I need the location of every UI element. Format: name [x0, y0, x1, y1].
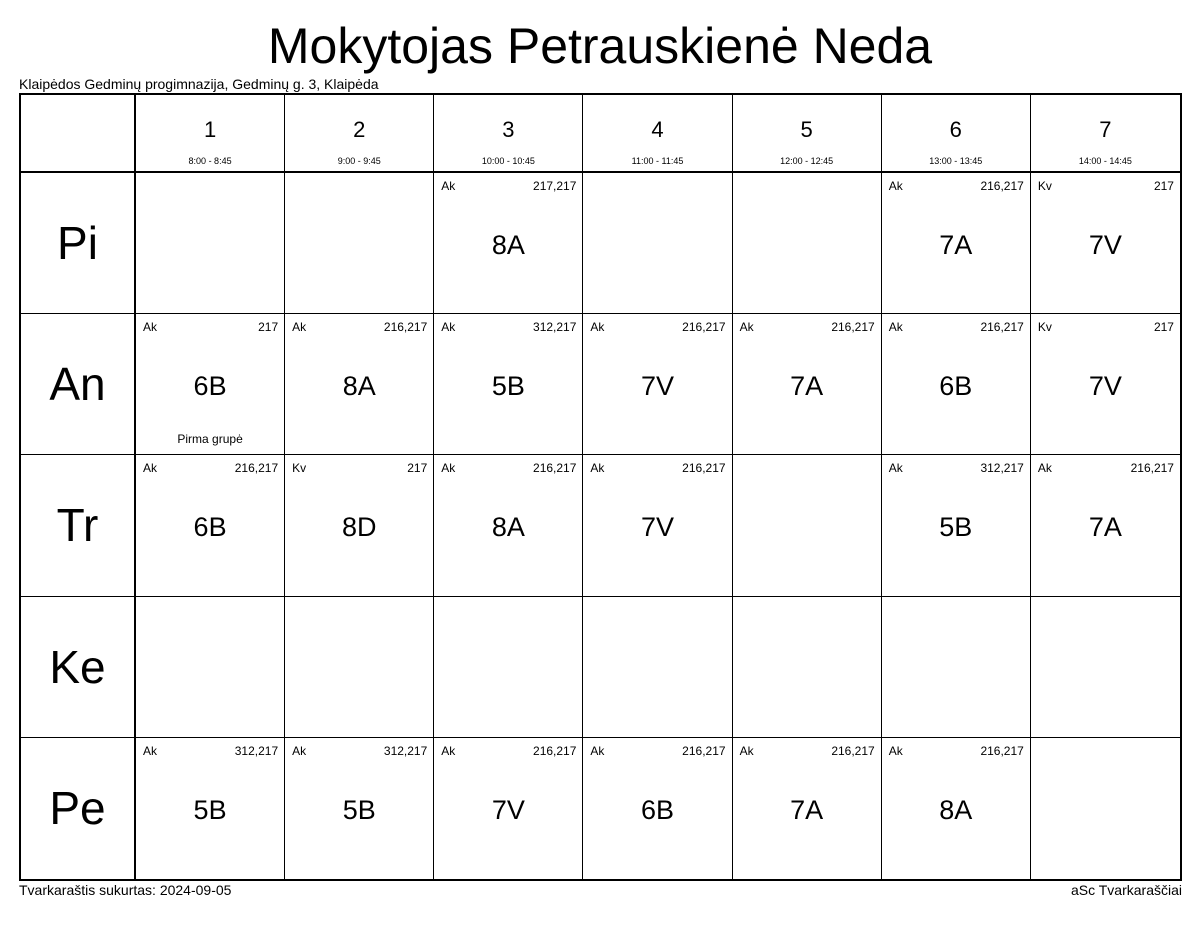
- lesson-class: 7A: [790, 794, 824, 825]
- period-number: 6: [949, 117, 962, 142]
- empty-cell: [434, 597, 583, 738]
- period-number: 4: [651, 117, 664, 142]
- lesson-cell: [285, 455, 434, 596]
- lesson-subject: Ak: [888, 179, 903, 193]
- lesson-subject: Ak: [143, 461, 158, 476]
- day-name: Pe: [49, 782, 106, 835]
- period-time: 9:00 - 9:45: [337, 156, 381, 166]
- lesson-cell: [434, 314, 583, 455]
- lesson-subject: Ak: [590, 743, 605, 758]
- lesson-class: 7A: [1088, 512, 1122, 543]
- lesson-room: 216,217: [831, 320, 875, 335]
- lesson-class: 7A: [790, 371, 824, 402]
- period-time: 13:00 - 13:45: [929, 156, 983, 166]
- lesson-room: 217: [1153, 320, 1174, 335]
- school-address: Klaipėdos Gedminų progimnazija, Gedminų g. 3, Klaipėda: [19, 76, 379, 92]
- lesson-room: 312,217: [533, 320, 577, 335]
- lesson-cell: [434, 455, 583, 596]
- lesson-class: 7V: [640, 512, 674, 543]
- lesson-class: 6B: [640, 794, 674, 825]
- lesson-subject: Ak: [441, 461, 456, 476]
- lesson-class: 5B: [193, 794, 227, 825]
- lesson-room: 216,217: [980, 179, 1024, 193]
- lesson-cell: [136, 738, 285, 879]
- lesson-room: 216,217: [980, 320, 1024, 335]
- period-number: 2: [353, 117, 366, 142]
- lesson-cell: [285, 314, 434, 455]
- lesson-cell: [434, 738, 583, 879]
- period-time: 11:00 - 11:45: [631, 156, 684, 166]
- day-header: [21, 173, 136, 314]
- lesson-room: 217: [258, 320, 279, 335]
- lesson-subject: Ak: [888, 461, 903, 476]
- lesson-subject: Ak: [888, 743, 903, 758]
- period-time: 10:00 - 10:45: [481, 156, 535, 166]
- lesson-class: 8A: [491, 512, 525, 543]
- lesson-room: 312,217: [234, 743, 279, 758]
- lesson-class: 6B: [193, 512, 227, 543]
- lesson-class: 7V: [1088, 371, 1122, 402]
- lesson-room: 217: [1153, 179, 1174, 193]
- lesson-cell: [434, 173, 583, 314]
- period-time: 12:00 - 12:45: [780, 156, 834, 166]
- empty-cell: [285, 173, 434, 314]
- lesson-subject: Ak: [739, 320, 754, 335]
- lesson-room: 216,217: [1130, 461, 1174, 476]
- lesson-cell: [583, 738, 732, 879]
- lesson-room: 216,217: [533, 461, 577, 476]
- empty-cell: [1031, 597, 1180, 738]
- lesson-subject: Kv: [292, 461, 307, 476]
- empty-cell: [882, 597, 1031, 738]
- day-header: [21, 597, 136, 738]
- lesson-subject: Ak: [1037, 461, 1052, 476]
- empty-cell: [583, 597, 732, 738]
- lesson-room: 216,217: [533, 743, 577, 758]
- lesson-room: 312,217: [980, 461, 1024, 476]
- lesson-class: 7V: [1088, 230, 1122, 260]
- lesson-class: 6B: [939, 371, 973, 402]
- lesson-subject: Kv: [1037, 179, 1052, 193]
- corner-cell: [21, 95, 136, 173]
- lesson-room: 217,217: [533, 179, 577, 193]
- day-header: [21, 455, 136, 596]
- lesson-subject: Ak: [441, 320, 456, 335]
- lesson-room: 216,217: [682, 743, 726, 758]
- lesson-subject: Ak: [292, 743, 307, 758]
- lesson-class: 7V: [640, 371, 674, 402]
- page-title: Mokytojas Petrauskienė Neda: [267, 18, 933, 74]
- lesson-cell: [1031, 314, 1180, 455]
- lesson-class: 8D: [341, 512, 377, 543]
- period-header: [285, 95, 434, 173]
- lesson-class: 7V: [491, 794, 525, 825]
- lesson-class: 5B: [491, 371, 525, 402]
- lesson-cell: [583, 314, 732, 455]
- lesson-cell: [882, 455, 1031, 596]
- empty-cell: [733, 597, 882, 738]
- period-time: 8:00 - 8:45: [188, 156, 232, 166]
- lesson-cell: [733, 738, 882, 879]
- period-number: 1: [203, 117, 217, 142]
- day-name: An: [49, 358, 106, 411]
- lesson-cell: [882, 738, 1031, 879]
- lesson-room: 216,217: [682, 461, 726, 476]
- lesson-subject: Ak: [590, 461, 605, 476]
- period-number: 7: [1099, 117, 1112, 142]
- period-header: [434, 95, 583, 173]
- period-header: [733, 95, 882, 173]
- lesson-room: 217: [407, 461, 428, 476]
- day-name: Ke: [49, 640, 106, 693]
- lesson-class: 5B: [939, 512, 973, 543]
- lesson-room: 216,217: [831, 743, 875, 758]
- day-name: Pi: [57, 217, 98, 270]
- lesson-room: 216,217: [383, 320, 428, 335]
- lesson-room: 216,217: [980, 743, 1024, 758]
- empty-cell: [583, 173, 732, 314]
- lesson-note: Pirma grupė: [177, 432, 243, 447]
- lesson-cell: [882, 173, 1031, 314]
- lesson-subject: Ak: [739, 743, 754, 758]
- day-name: Tr: [56, 499, 99, 552]
- lesson-cell: [136, 314, 285, 455]
- day-header: [21, 738, 136, 879]
- period-header: [1031, 95, 1180, 173]
- lesson-cell: [1031, 455, 1180, 596]
- empty-cell: [733, 173, 882, 314]
- lesson-subject: Ak: [441, 743, 456, 758]
- lesson-cell: [882, 314, 1031, 455]
- day-header: [21, 314, 136, 455]
- period-number: 3: [502, 117, 515, 142]
- lesson-room: 216,217: [234, 461, 279, 476]
- lesson-subject: Ak: [143, 743, 158, 758]
- lesson-class: 7A: [939, 230, 973, 260]
- lesson-subject: Ak: [292, 320, 307, 335]
- lesson-cell: [1031, 173, 1180, 314]
- empty-cell: [136, 173, 285, 314]
- period-header: [583, 95, 732, 173]
- lesson-cell: [136, 455, 285, 596]
- lesson-class: 8A: [939, 794, 973, 825]
- software-brand: aSc Tvarkaraščiai: [1070, 882, 1182, 898]
- empty-cell: [285, 597, 434, 738]
- lesson-subject: Ak: [888, 320, 903, 335]
- timetable-grid: [19, 93, 1182, 881]
- empty-cell: [136, 597, 285, 738]
- period-time: 14:00 - 14:45: [1078, 156, 1132, 166]
- lesson-room: 216,217: [682, 320, 726, 335]
- lesson-class: 8A: [491, 230, 525, 260]
- lesson-subject: Kv: [1037, 320, 1052, 335]
- period-number: 5: [800, 117, 813, 142]
- empty-cell: [1031, 738, 1180, 879]
- lesson-cell: [583, 455, 732, 596]
- lesson-class: 8A: [342, 371, 376, 402]
- lesson-class: 6B: [193, 371, 227, 402]
- lesson-subject: Ak: [441, 179, 456, 193]
- lesson-cell: [285, 738, 434, 879]
- period-header: [136, 95, 285, 173]
- period-header: [882, 95, 1031, 173]
- lesson-room: 312,217: [383, 743, 428, 758]
- lesson-cell: [733, 314, 882, 455]
- lesson-subject: Ak: [590, 320, 605, 335]
- empty-cell: [733, 455, 882, 596]
- lesson-class: 5B: [342, 794, 376, 825]
- lesson-subject: Ak: [143, 320, 158, 335]
- created-date: Tvarkaraštis sukurtas: 2024-09-05: [19, 882, 232, 898]
